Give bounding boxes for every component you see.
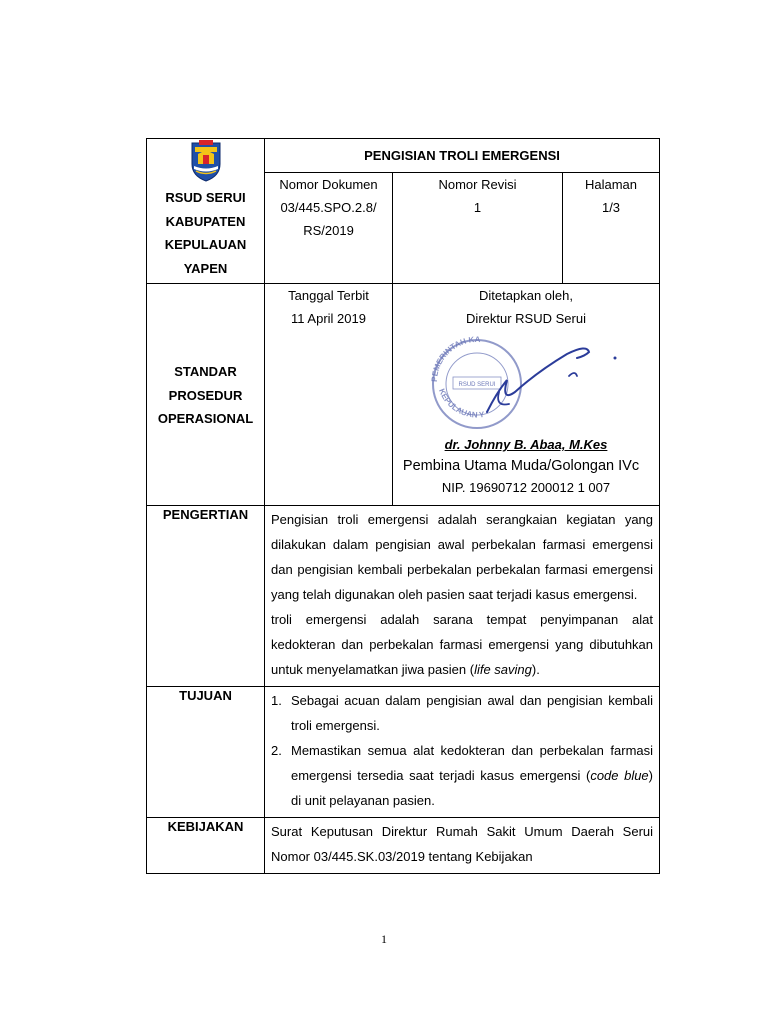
page-label: Halaman	[584, 177, 638, 192]
doc-number-value: 03/445.SPO.2.8/	[280, 200, 377, 215]
approver-title: Direktur RSUD Serui	[466, 311, 586, 326]
signer-rank: Pembina Utama Muda/Golongan IVc	[402, 458, 640, 474]
pengertian-paragraph-1: Pengisian troli emergensi adalah serangkaian kegiatan yang dilakukan dalam pengisian awal perbekalan farmasi emergensi dan pengisian kembali perbekalan perbekalan farmasi emergensi yang telah digunakan oleh pasien saat terjadi kasus emergensi.	[271, 512, 654, 602]
signer-nip: NIP. 19690712 200012 1 007	[441, 480, 611, 495]
page-value: 1/3	[601, 200, 621, 215]
pengertian-paragraph-2	[271, 607, 653, 682]
hospital-name-line: YAPEN	[183, 260, 228, 276]
issue-date-label: Tanggal Terbit	[288, 288, 369, 303]
hospital-cell	[147, 139, 265, 284]
pengertian-body	[265, 506, 660, 687]
pengertian-text-end: ).	[531, 662, 540, 677]
sop-label-cell	[147, 284, 265, 506]
page-cell	[563, 173, 660, 284]
stamp-text-bottom: KEPULAUAN Y	[437, 387, 485, 420]
stamp-center-text: RSUD SERUI	[458, 382, 496, 388]
approved-by-label: Ditetapkan oleh,	[479, 288, 573, 303]
svg-text:PEMERINTAH KA	[430, 335, 481, 382]
signer-name: dr. Johnny B. Abaa, M.Kes	[444, 437, 608, 452]
list-item-text-end: ) di unit pelayanan pasien.	[291, 768, 654, 808]
hospital-name-line: RSUD SERUI	[165, 190, 246, 205]
revision-value: 1	[473, 200, 482, 215]
sop-label-line: PROSEDUR	[168, 387, 243, 403]
doc-number-label: Nomor Dokumen	[279, 177, 378, 192]
hospital-name-line: KEPULAUAN	[164, 237, 247, 252]
list-item-text: Sebagai acuan dalam pengisian awal dan pengisian kembali troli emergensi.	[291, 693, 654, 733]
tujuan-list	[271, 688, 653, 813]
list-item	[271, 688, 653, 738]
approval-cell	[393, 284, 660, 506]
issue-date-cell	[265, 284, 393, 506]
regency-emblem-icon	[189, 140, 223, 182]
document-title: PENGISIAN TROLI EMERGENSI	[265, 139, 660, 173]
list-item-number: 1.	[271, 693, 282, 708]
tujuan-label: TUJUAN	[147, 687, 265, 818]
hospital-name-line: KABUPATEN	[165, 213, 246, 229]
doc-number-value: RS/2019	[303, 223, 354, 238]
sop-document-table	[146, 138, 660, 874]
sop-label-line: OPERASIONAL	[157, 411, 254, 427]
pengertian-text: troli emergensi adalah sarana tempat penyimpanan alat kedokteran dan perbekalan farmasi emergensi yang dibutuhkan untuk menyelamatkan jiwa pasien (	[271, 612, 654, 677]
sop-label-line: STANDAR	[174, 364, 237, 380]
tujuan-body	[265, 687, 660, 818]
stamp-text-top: PEMERINTAH KA	[429, 334, 481, 383]
list-item	[271, 738, 653, 813]
kebijakan-label: KEBIJAKAN	[147, 818, 265, 874]
revision-label: Nomor Revisi	[438, 177, 517, 192]
revision-cell	[393, 173, 563, 284]
official-stamp-icon	[417, 332, 657, 432]
page-number: 1	[381, 932, 387, 946]
list-item-number: 2.	[271, 743, 282, 758]
list-item-emphasis: code blue	[590, 768, 649, 783]
stamp-and-signature	[393, 330, 659, 430]
pengertian-label: PENGERTIAN	[147, 506, 265, 687]
doc-number-cell	[265, 173, 393, 284]
issue-date-value: 11 April 2019	[291, 311, 366, 326]
list-item-text: Memastikan semua alat kedokteran dan perbekalan farmasi emergensi tersedia saat terjadi kasus emergensi (	[291, 743, 654, 783]
kebijakan-body: Surat Keputusan Direktur Rumah Sakit Umum Daerah Serui Nomor 03/445.SK.03/2019 tentang Kebijakan	[265, 818, 660, 874]
pengertian-emphasis: life saving	[474, 662, 532, 677]
